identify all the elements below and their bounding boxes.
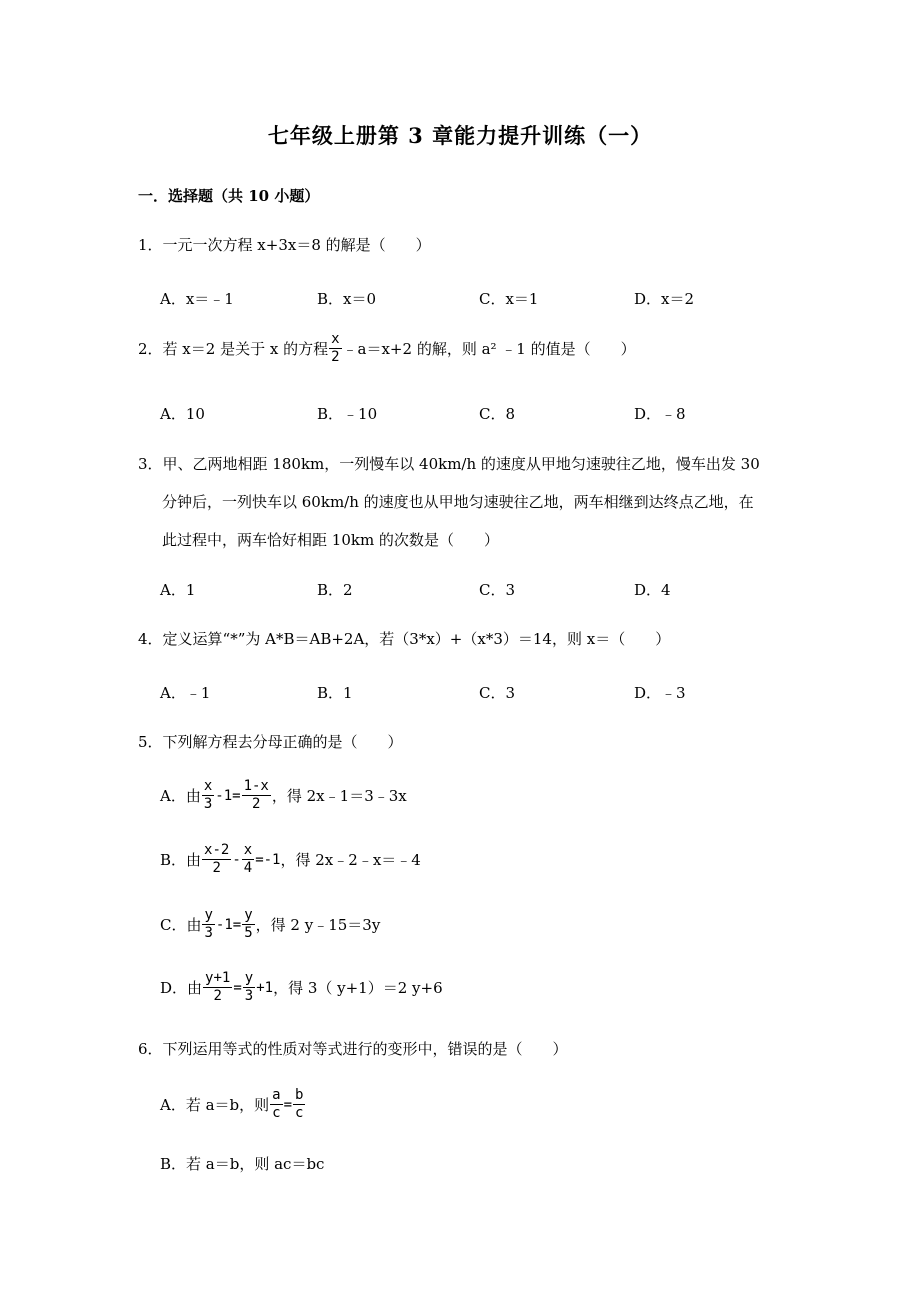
fraction-denominator: 4 [243, 860, 253, 876]
math-operator: =-1 [255, 851, 281, 868]
question-2-option-b[interactable]: B．﹣10 [317, 405, 378, 423]
question-4-option-c[interactable]: C．3 [479, 684, 516, 702]
question-3-option-c[interactable]: C．3 [479, 581, 516, 599]
question-3-stem [138, 445, 788, 559]
fraction-denominator: 2 [212, 860, 221, 876]
question-4-options [160, 682, 780, 706]
question-2-option-a[interactable]: A．10 [160, 405, 205, 423]
question-2-option-d[interactable]: D．﹣8 [634, 405, 686, 423]
math-operator: +1 [256, 979, 274, 996]
question-5-option-c[interactable] [160, 907, 380, 942]
question-3-option-a[interactable]: A．1 [160, 581, 196, 599]
question-4-option-b[interactable]: B．1 [317, 684, 353, 702]
question-1-option-c[interactable]: C．x＝1 [479, 290, 539, 308]
question-3-line-2: 分钟后，一列快车以 60km/h 的速度也从甲地匀速驶往乙地，两车相继到达终点乙地，在 [162, 493, 754, 511]
question-2-stem-pre: 2．若 x＝2 是关于 x 的方程 [138, 340, 329, 358]
fraction-numerator: x [203, 778, 213, 794]
question-5-option-b[interactable] [160, 842, 421, 877]
fraction [270, 1087, 282, 1122]
question-2-stem [138, 331, 636, 366]
question-1-stem: 1．一元一次方程 x+3x＝8 的解是（ ） [138, 236, 431, 254]
question-2-option-c[interactable]: C．8 [479, 405, 516, 423]
fraction-numerator: y [204, 907, 213, 923]
fraction [202, 907, 214, 942]
fraction-numerator: y+1 [205, 970, 231, 986]
fraction-denominator: c [272, 1105, 281, 1121]
math-operator: = [233, 979, 242, 996]
question-5-option-a[interactable] [160, 778, 407, 813]
option-label: C．由 [160, 916, 202, 934]
fraction [293, 1087, 305, 1122]
question-4-option-d[interactable]: D．﹣3 [634, 684, 686, 702]
fraction-numerator: a [272, 1087, 281, 1103]
math-operator: = [283, 1096, 293, 1113]
fraction [202, 778, 214, 813]
fraction-denominator: 2 [213, 988, 222, 1004]
question-6-option-b[interactable]: B．若 a＝b，则 ac＝bc [160, 1155, 325, 1173]
option-result: ，得 2x﹣2﹣x＝﹣4 [280, 851, 421, 869]
fraction [242, 778, 271, 813]
fraction-numerator: x-2 [204, 842, 230, 858]
option-label: A．若 a＝b，则 [160, 1096, 270, 1114]
question-6-stem: 6．下列运用等式的性质对等式进行的变形中，错误的是（ ） [138, 1040, 568, 1058]
fraction-denominator: c [295, 1105, 304, 1121]
option-label: A．由 [160, 787, 201, 805]
question-2-options [160, 403, 780, 427]
question-1-option-a[interactable]: A．x＝﹣1 [160, 290, 234, 308]
question-3-line-3: 此过程中，两车恰好相距 10km 的次数是（ ） [162, 531, 499, 549]
question-3-options [160, 579, 780, 603]
question-1-option-d[interactable]: D．x＝2 [634, 290, 695, 308]
fraction-denominator: 3 [204, 925, 213, 941]
question-4-stem: 4．定义运算“*”为 A*B＝AB+2A，若（3*x）+（x*3）＝14，则 x＝（ ） [138, 630, 671, 648]
fraction-numerator: y [244, 907, 253, 923]
fraction-numerator: y [244, 970, 254, 986]
question-3-line-1: 3．甲、乙两地相距 180km，一列慢车以 40km/h 的速度从甲地匀速驶往乙地，慢车出发 30 [138, 455, 760, 473]
fraction [202, 842, 231, 877]
fraction [242, 907, 254, 942]
fraction-numerator: x [331, 331, 340, 347]
fraction [242, 842, 254, 877]
fraction-numerator: b [295, 1087, 304, 1103]
question-2-fraction [329, 331, 341, 366]
question-2-stem-post: ﹣a＝x+2 的解，则 a² ﹣1 的值是（ ） [342, 340, 636, 358]
fraction-denominator: 3 [203, 796, 213, 812]
option-label: D．由 [160, 979, 203, 997]
section-heading: 一．选择题（共 10 小题） [138, 187, 320, 205]
fraction-denominator: 3 [244, 988, 254, 1004]
question-5-stem: 5．下列解方程去分母正确的是（ ） [138, 733, 403, 751]
fraction-denominator: 2 [331, 349, 340, 365]
math-operator: - [232, 851, 241, 868]
question-3-option-d[interactable]: D．4 [634, 581, 671, 599]
fraction-denominator: 2 [252, 796, 261, 812]
option-result: ，得 2 y﹣15＝3y [255, 916, 381, 934]
math-operator: -1= [215, 916, 242, 933]
option-result: ，得 2x﹣1＝3﹣3x [271, 787, 407, 805]
question-6-option-a[interactable] [160, 1087, 306, 1122]
fraction [243, 970, 255, 1005]
question-4-option-a[interactable]: A．﹣1 [160, 684, 211, 702]
page-title: 七年级上册第 3 章能力提升训练（一） [267, 123, 653, 148]
question-1-options [160, 288, 780, 312]
fraction-numerator: x [243, 842, 253, 858]
question-1-option-b[interactable]: B．x＝0 [317, 290, 377, 308]
fraction [203, 970, 232, 1005]
option-label: B．由 [160, 851, 202, 869]
fraction-numerator: 1-x [243, 778, 269, 794]
math-operator: -1= [215, 787, 241, 804]
fraction-denominator: 5 [244, 925, 253, 941]
question-3-option-b[interactable]: B．2 [317, 581, 353, 599]
question-5-option-d[interactable] [160, 970, 443, 1005]
option-result: ，得 3（ y+1）＝2 y+6 [273, 979, 443, 997]
